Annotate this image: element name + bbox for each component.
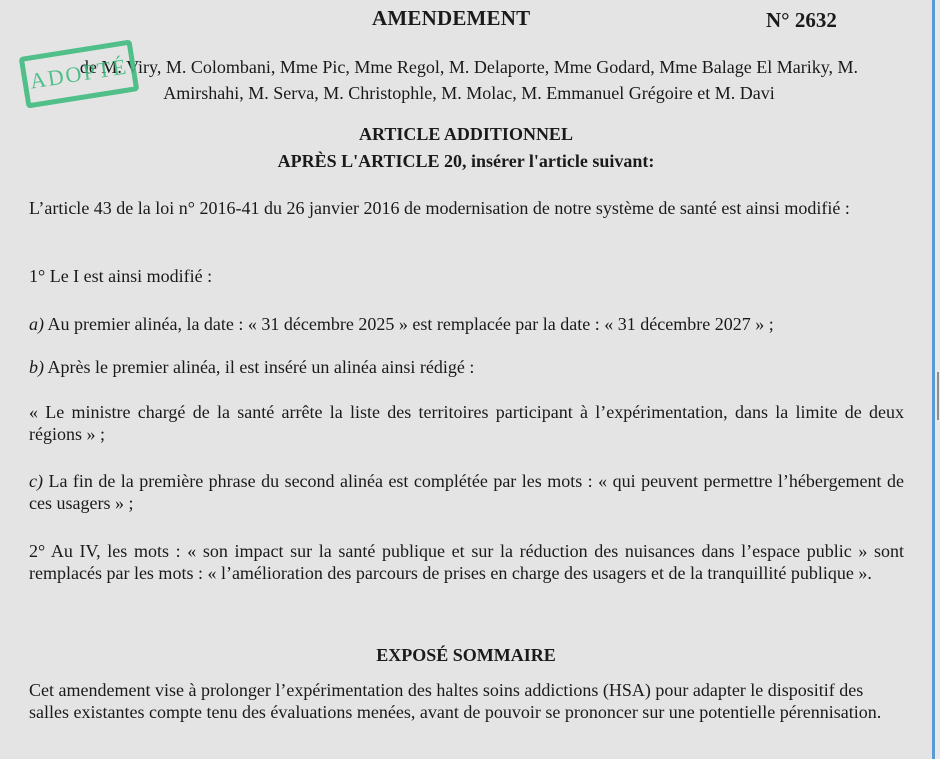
paragraph-point-2: 2° Au IV, les mots : « son impact sur la santé publique et sur la réduction des nuisances dans l’espace public » sont remplacés par les mots : « l’amélioration des parcours de prises en charge des usagers et de la tranquillité publique ».	[29, 541, 904, 583]
text-a: Au premier alinéa, la date : « 31 décembre 2025 » est remplacée par la date : « 31 décembre 2027 » ;	[44, 314, 774, 334]
expose-text: Cet amendement vise à prolonger l’expérimentation des haltes soins addictions (HSA) pour adapter le dispositif des salles existantes compte tenu des évaluations menées, avant de pouvoir se prononcer sur une potentielle pérennisation.	[29, 680, 882, 722]
label-a: a)	[29, 314, 44, 334]
authors-line-1: de M. Viry, M. Colombani, Mme Pic, Mme Regol, M. Delaporte, Mme Godard, Mme Balage El Mariky, M.	[79, 57, 859, 77]
paragraph-intro: L’article 43 de la loi n° 2016-41 du 26 janvier 2016 de modernisation de notre système de santé est ainsi modifié :	[29, 198, 850, 218]
authors-list	[14, 54, 924, 106]
expose-heading: EXPOSÉ SOMMAIRE	[376, 645, 556, 665]
paragraph-c	[29, 470, 904, 514]
scrollbar-thumb[interactable]	[937, 372, 939, 420]
authors-line-2: Amirshahi, M. Serva, M. Christophle, M. Molac, M. Emmanuel Grégoire et M. Davi	[163, 83, 775, 103]
text-b: Après le premier alinéa, il est inséré un alinéa ainsi rédigé :	[44, 357, 475, 377]
paragraph-point-1: 1° Le I est ainsi modifié :	[29, 266, 213, 286]
text-c: La fin de la première phrase du second alinéa est complétée par les mots : « qui peuvent permettre l’hébergement de ces usagers » ;	[29, 471, 904, 513]
amendment-number: N° 2632	[766, 8, 837, 32]
label-c: c)	[29, 471, 43, 491]
article-subheading: APRÈS L'ARTICLE 20, insérer l'article suivant:	[277, 151, 655, 171]
paragraph-b	[29, 356, 904, 378]
paragraph-quote: « Le ministre chargé de la santé arrête la liste des territoires participant à l’expérimentation, dans la limite de deux régions » ;	[29, 402, 904, 444]
article-heading: ARTICLE ADDITIONNEL	[359, 124, 573, 144]
adopted-stamp: ADOPTÉ	[19, 39, 140, 108]
label-b: b)	[29, 357, 44, 377]
paragraph-a	[29, 313, 904, 335]
amendment-title: AMENDEMENT	[372, 6, 531, 30]
